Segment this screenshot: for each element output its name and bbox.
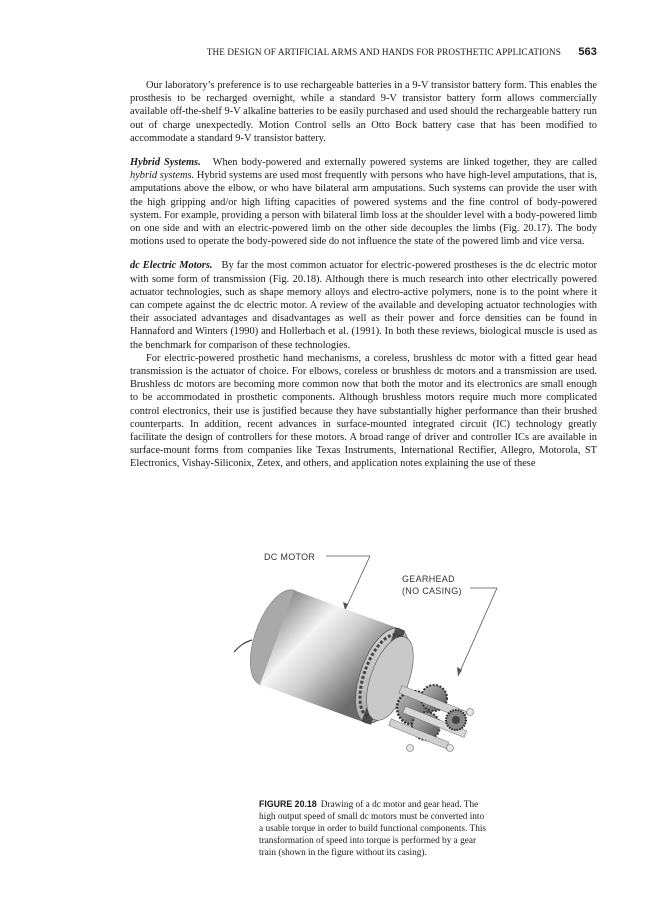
dc-motors-text: By far the most common actuator for electric-powered prostheses is the dc electric motor with some form of transmission (Fig. 20.18). Although there is much research into other electrically powered actuator technologies, such as shape memory alloys and electro-active polymers, none is to the point where it can compete against the dc electric motor. A review of the available and developing actuator technologies with their associated advantages and disadvantages as well as their power and force densities can be found in Hannaford and Winters (1990) and Hollerbach et al. (1991). In both these reviews, biological muscle is used as the benchmark for comparison of these technologies. xyxy=(130,260,597,351)
paragraph-prosthetic-hand: For electric-powered prosthetic hand mechanisms, a coreless, brushless dc motor with a fitted gear head transmission is the actuator of choice. For elbows, coreless or brushless dc motors and a transmission are used. Brushless dc motors are becoming more common now that both the motor and its electronics are small enough to be accommodated in prosthetic components. Although brushless motors require much more complicated control electronics, their use is justified because they have substantially higher performance than their brushed counterparts. In addition, recent advances in surface-mounted integrated circuit (IC) technology greatly facilitate the design of controllers for these motors. A broad range of driver and controller ICs are available in surface-mount forms from companies like Texas Instruments, International Rectifier, Allegro, Motorola, ST Electronics, Vishay-Siliconix, Zetex, and others, and application notes explaining the use of these xyxy=(130,352,597,470)
hybrid-text-post: Hybrid systems are used most frequently with persons who have high-level amputations, that is, amputations above the elbow, or who have bilateral arm amputations. Such systems can provide the user with the high gripping and/or high lifting capacities of powered systems and the fine control of body-powered system. For example, providing a person with bilateral limb loss at the shoulder level with a body-powered limb on one side and with an electric-powered limb on the other side decouples the limbs (Fig. 20.17). The body motions used to operate the body-powered side do not influence the state of the powered limb and vice versa. xyxy=(130,170,597,248)
running-header xyxy=(130,47,597,61)
figure-caption xyxy=(259,798,487,859)
figure-dc-motor-drawing xyxy=(212,548,517,793)
figure-caption-label: FIGURE 20.18 xyxy=(259,799,317,809)
gear-train xyxy=(389,685,474,752)
label-dc-motor: DC MOTOR xyxy=(264,552,316,562)
callout-arrow-gearhead xyxy=(458,588,497,676)
paragraph-batteries: Our laboratory’s preference is to use rechargeable batteries in a 9-V transistor battery form. This enables the prosthesis to be recharged overnight, while a standard 9-V transistor battery form allows commercially available off-the-shelf 9-V alkaline batteries to be easily purchased and used should the rechargeable battery run out of charge unexpectedly. Motion Control sells an Otto Bock battery case that has been modified to accommodate a standard 9-V transistor battery. xyxy=(130,80,597,144)
motor-illustration xyxy=(212,548,517,793)
figure-caption-text: Drawing of a dc motor and gear head. The high output speed of small dc motors must be converted into a usable torque in order to build functional components. This transformation of speed into torque is performed by a gear train (shown in the figure without its casing). xyxy=(259,800,487,859)
paragraph-dc-motors xyxy=(130,259,597,351)
callout-arrow-motor xyxy=(345,556,370,610)
label-gearhead: GEARHEAD xyxy=(402,574,455,584)
section-heading-dc-motors: dc Electric Motors. xyxy=(130,260,213,272)
running-title: THE DESIGN OF ARTIFICIAL ARMS AND HANDS FOR PROSTHETIC APPLICATIONS xyxy=(206,47,561,57)
motor-body xyxy=(239,583,424,732)
label-no-casing: (NO CASING) xyxy=(402,586,462,596)
paragraph-hybrid-systems xyxy=(130,156,597,248)
section-heading-hybrid: Hybrid Systems. xyxy=(130,157,201,169)
page-number: 563 xyxy=(578,46,597,58)
body-text xyxy=(130,79,597,471)
hybrid-text-pre: When body-powered and externally powered systems are linked together, they are called xyxy=(212,157,597,169)
motor-lead-wire xyxy=(234,640,252,652)
hybrid-term: hybrid systems. xyxy=(130,170,195,182)
